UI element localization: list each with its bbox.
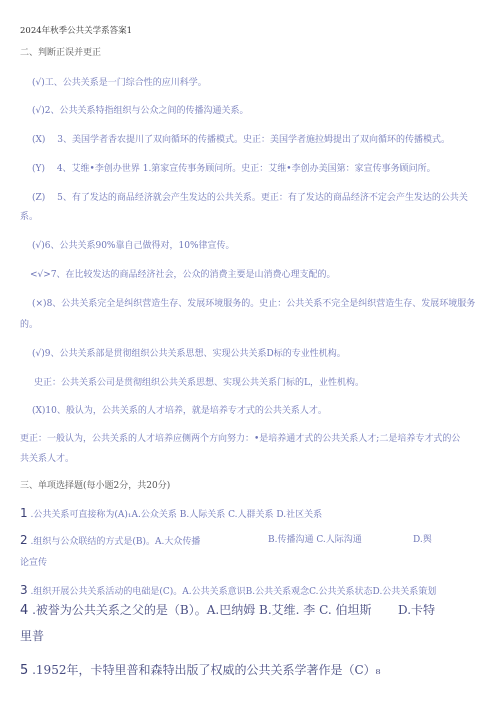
section-2-heading: 二、判断正误并更正 [20, 48, 102, 58]
question-2-option-d: D.舆 [413, 535, 432, 545]
question-2-text: .组织与公众联结的方式是(B)。A.大众传播 [30, 537, 201, 547]
judgement-item-4: (Y) 4、艾维•李创办世界 1.第家宣传事务顾问所。史正：艾维•李创办美国第：家宣传事务顾问所。 [32, 164, 436, 174]
question-2 [20, 533, 482, 549]
judgement-item-5: (Z) 5、有了发达的商品经济就会产生发达的公共关系。更正：有了发达的商品经济不定会产生发达的公共关 [32, 193, 468, 203]
question-4-cont: 里普 [20, 629, 45, 643]
question-2-cont: 论宣传 [20, 558, 48, 568]
judgement-correction-9: 史正：公共关系公司是贯彻组织公共关系思想、实现公共关系门标的L，业性机构。 [34, 378, 364, 388]
judgement-item-7: <√>7、在比较发达的商品经济社会，公众的消费主要是山消费心理支配的。 [30, 270, 336, 280]
question-4-number: 4 [20, 603, 29, 618]
judgement-item-2: (√)2、公共关系特指组织与公众之间的传播沟通关系。 [32, 106, 249, 116]
question-2-number: 2 [20, 533, 28, 547]
question-5 [20, 663, 482, 678]
question-4-option-d: D.卡特 [398, 603, 436, 617]
question-5-text: .1952年，卡特里普和森特出版了权威的公共关系学著作是（C）₈ [32, 663, 381, 677]
judgement-item-9: (√)9、公共关系部是贯彻组织公共关系思想、实现公共关系D标的专业性机构。 [32, 349, 346, 359]
question-4-text: .被誉为公共关系之父的是（B）。A.巴纳姆 B.艾维. 李 C. 伯坦斯 [32, 603, 372, 617]
judgement-item-5-cont: 系。 [20, 212, 39, 222]
judgement-item-10: (X)10、般认为，公共关系的人才培养，就是培养专才式的公共关系人才。 [32, 406, 327, 416]
judgement-item-3: (X) 3、美国学者香农提川了双向循环的传播模式。史正：美国学者施拉姆提出了双向循环的传播模式。 [32, 135, 451, 145]
judgement-item-8: (×)8、公共关系完全是纠织营造生存、发展环境服务的。史止：公共关系不完全是纠织营造生存、发展环境服务 [32, 299, 476, 309]
judgement-item-6: (√)6、公共关系90%靠自己做得对，10%律宣传。 [32, 241, 235, 251]
question-5-number: 5 [20, 663, 29, 678]
question-2-option-b: B.传播沟通 C.人际沟通 [268, 535, 362, 545]
question-4 [20, 603, 482, 618]
judgement-item-8-cont: 的。 [20, 320, 39, 330]
section-3-heading: 三、单项选择题(每小题2分，共20分) [20, 481, 171, 491]
question-3-number: 3 [20, 583, 28, 597]
question-3 [20, 583, 482, 599]
question-3-text: .组织开展公共关系活动的电础是(C)。A.公共关系意识B.公共关系观念C.公共关系状态D.公共关系策划 [30, 587, 437, 597]
question-1 [20, 506, 482, 522]
question-1-text: .公共关系可直接称为(A)₁A.公众关系 B.人际关系 C.人群关系 D.社区关系 [30, 510, 323, 520]
question-1-number: 1 [20, 506, 28, 520]
judgement-correction-10: 更正：一般认为，公共关系的人才培养应侧两个方向努力：•是培养通才式的公共关系人才;二是培养专才式的公 [20, 434, 461, 444]
judgement-item-1: (√)工、公共关系是一门综合性的应川科学。 [32, 78, 207, 88]
judgement-correction-10-cont: 共关系人才。 [20, 454, 75, 464]
document-title: 2024年秋季公共关学系答案1 [20, 26, 133, 36]
